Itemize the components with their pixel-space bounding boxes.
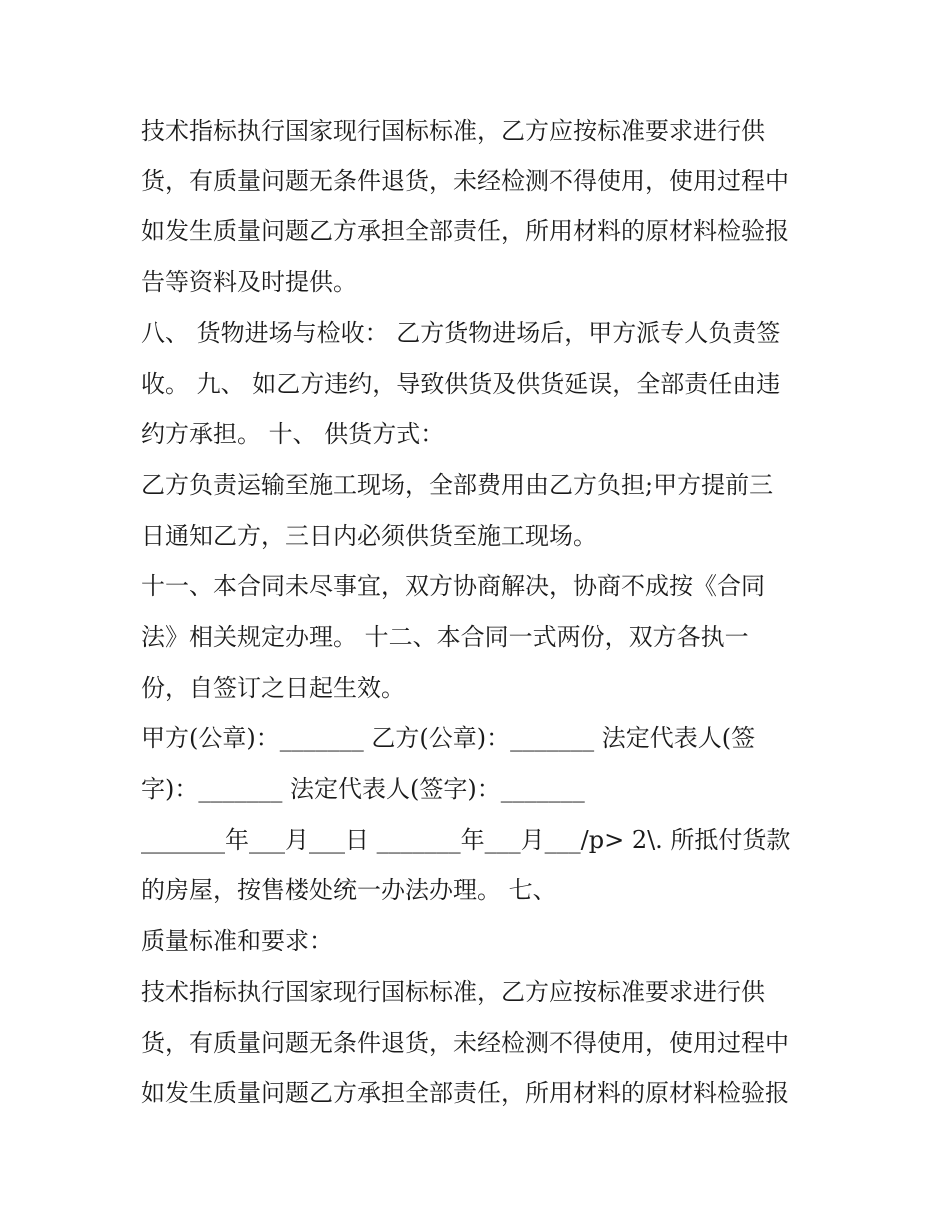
text-line: 十一、本合同未尽事宜，双方协商解决，协商不成按《合同 [141,572,765,600]
signature-line: 字)：_______ 法定代表人(签字)：_______ [141,775,585,803]
text-line: 技术指标执行国家现行国标标准，乙方应按标准要求进行供 [141,117,765,145]
text-line: 如发生质量问题乙方承担全部责任，所用材料的原材料检验报 [141,1079,789,1107]
text-line: 的房屋，按售楼处统一办法办理。 七、 [141,876,557,904]
section-heading: 质量标准和要求： [141,927,333,955]
text-line: 乙方负责运输至施工现场，全部费用由乙方负担;甲方提前三 [141,471,774,499]
text-line: 法》相关规定办理。 十二、本合同一式两份，双方各执一 [141,623,749,651]
text-line: 货，有质量问题无条件退货，未经检测不得使用，使用过程中 [141,167,789,195]
text-line: 日通知乙方，三日内必须供货至施工现场。 [141,522,597,550]
text-line: 告等资料及时提供。 [141,268,357,296]
text-line: 技术指标执行国家现行国标标准，乙方应按标准要求进行供 [141,978,765,1006]
signature-line: 甲方(公章)：_______ 乙方(公章)：_______ 法定代表人(签 [141,724,756,752]
text-line: 货，有质量问题无条件退货，未经检测不得使用，使用过程中 [141,1029,789,1057]
date-line: _______年___月___日 _______年___月___/p> 2\. 所抵付货款 [141,826,791,854]
text-line: 份，自签订之日起生效。 [141,674,405,702]
text-line: 收。 九、 如乙方违约，导致供货及供货延误，全部责任由违 [141,370,781,398]
text-line: 如发生质量问题乙方承担全部责任，所用材料的原材料检验报 [141,217,789,245]
text-line: 八、 货物进场与检收： 乙方货物进场后，甲方派专人负责签 [141,319,781,347]
text-line: 约方承担。 十、 供货方式： [141,420,445,448]
